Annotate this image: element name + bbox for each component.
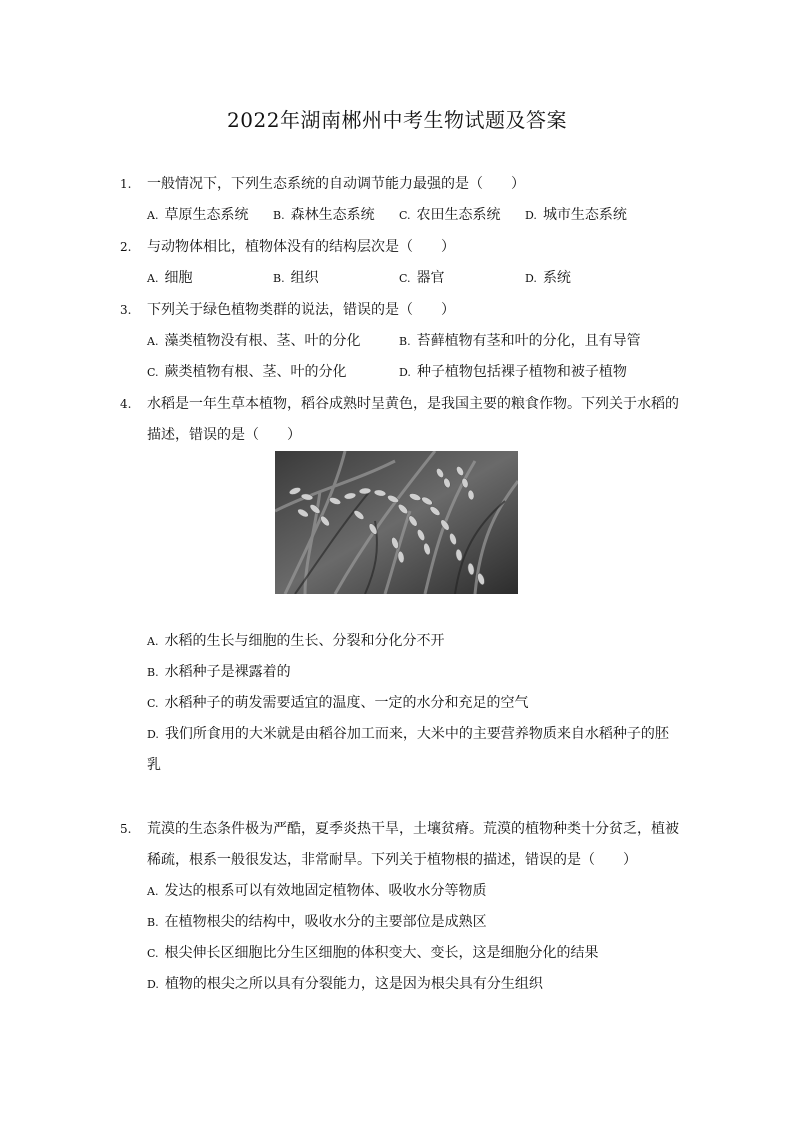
options-row [147,357,680,388]
question-4 [120,389,680,451]
options-row [147,200,680,231]
rice-photo [275,451,518,594]
options-row [147,263,680,294]
option-a: A. 水稻的生长与细胞的生长、分裂和分化分不开 [147,633,445,649]
option-d: D. 我们所食用的大米就是由稻谷加工而来，大米中的主要营养物质来自水稻种子的胚 [147,726,669,742]
question-number: 1. [120,177,132,191]
question-stem: 一般情况下，下列生态系统的自动调节能力最强的是（ ） [147,176,525,192]
question-stem: 与动物体相比，植物体没有的结构层次是（ ） [147,239,455,255]
option-a: A. 草原生态系统 [147,207,249,223]
question-number: 4. [120,397,132,411]
option-a: A. 细胞 [147,270,193,286]
option-d: D. 植物的根尖之所以具有分裂能力，这是因为根尖具有分生组织 [147,976,543,992]
options-row [147,326,680,357]
question-stem-line-2: 稀疏，根系一般很发达，非常耐旱。下列关于植物根的描述，错误的是（ ） [147,852,637,868]
question-stem-line-2: 描述，错误的是（ ） [147,427,301,443]
question-stem-line-1: 荒漠的生态条件极为严酷，夏季炎热干旱，土壤贫瘠。荒漠的植物种类十分贫乏，植被 [147,821,679,837]
question-1 [120,169,680,231]
option-d: D. 系统 [525,270,571,286]
question-5 [120,814,680,1000]
page-title: 2022年湖南郴州中考生物试题及答案 [227,108,567,132]
option-b: B. 森林生态系统 [273,207,375,223]
option-c: C. 根尖伸长区细胞比分生区细胞的体积变大、变长，这是细胞分化的结果 [147,945,599,961]
option-b: B. 水稻种子是裸露着的 [147,664,291,680]
option-c: C. 蕨类植物有根、茎、叶的分化 [147,364,347,380]
option-c: C. 水稻种子的萌发需要适宜的温度、一定的水分和充足的空气 [147,695,529,711]
option-b: B. 组织 [273,270,319,286]
option-a: A. 藻类植物没有根、茎、叶的分化 [147,333,361,349]
question-number: 3. [120,303,132,317]
question-stem: 下列关于绿色植物类群的说法，错误的是（ ） [147,302,455,318]
option-c: C. 农田生态系统 [399,207,501,223]
question-4-options [120,626,680,781]
question-stem-line-1: 水稻是一年生草本植物，稻谷成熟时呈黄色，是我国主要的粮食作物。下列关于水稻的 [147,396,679,412]
option-b: B. 苔藓植物有茎和叶的分化，且有导管 [399,333,641,349]
option-a: A. 发达的根系可以有效地固定植物体、吸收水分等物质 [147,883,487,899]
question-2 [120,232,680,294]
question-3 [120,295,680,388]
question-number: 5. [120,822,132,836]
rice-photo-graphic [275,451,518,594]
option-d: D. 种子植物包括裸子植物和被子植物 [399,364,627,380]
option-c: C. 器官 [399,270,445,286]
option-d-continuation: 乳 [147,757,161,773]
option-b: B. 在植物根尖的结构中，吸收水分的主要部位是成熟区 [147,914,487,930]
option-d: D. 城市生态系统 [525,207,627,223]
question-number: 2. [120,240,132,254]
